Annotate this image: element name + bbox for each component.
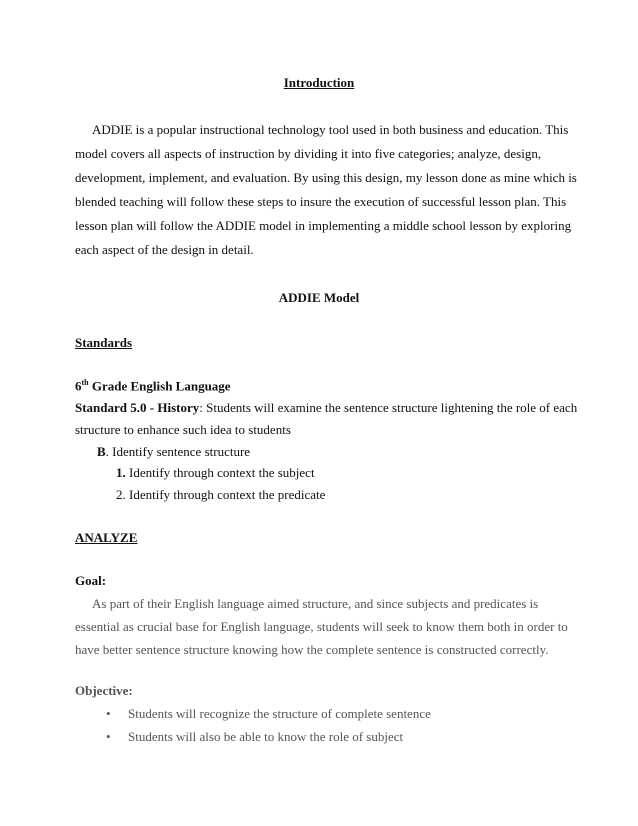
goal-line-3: have better sentence structure knowing how the complete sentence is constructed correctly. xyxy=(75,642,549,657)
goal-label: Goal: xyxy=(75,573,107,588)
intro-line-4: blended teaching will follow these steps to insure the execution of successful lesson plan. This xyxy=(75,194,567,209)
bullet-icon: • xyxy=(106,729,111,744)
sub-b-label: B xyxy=(97,444,106,459)
goal-line-2: essential as crucial base for English language, students will seek to know them both in order to xyxy=(75,619,568,634)
standard-line-2: structure to enhance such idea to students xyxy=(75,422,291,437)
goal-line-1: As part of their English language aimed structure, and since subjects and predicates is xyxy=(92,596,539,611)
bullet-icon: • xyxy=(106,706,111,721)
intro-line-5: lesson plan will follow the ADDIE model in implementing a middle school lesson by exploring xyxy=(75,218,572,233)
intro-title: Introduction xyxy=(283,75,355,90)
sub-b-line xyxy=(97,444,250,460)
item-1-line xyxy=(116,465,315,481)
intro-line-3: development, implement, and evaluation. By using this design, my lesson done as mine which is xyxy=(75,170,577,185)
standard-line xyxy=(75,400,577,416)
grade-number: 6 xyxy=(75,378,82,394)
objective-label: Objective: xyxy=(75,683,133,698)
grade-rest: Grade English Language xyxy=(88,378,231,394)
intro-line-1: ADDIE is a popular instructional technology tool used in both business and education. This xyxy=(92,122,569,137)
item-1-text: Identify through context the subject xyxy=(125,465,315,480)
analyze-heading: ANALYZE xyxy=(75,530,138,545)
standard-text: : Students will examine the sentence structure lightening the role of each xyxy=(199,400,578,415)
intro-line-6: each aspect of the design in detail. xyxy=(75,242,254,257)
model-title: ADDIE Model xyxy=(278,290,360,305)
standard-label: Standard 5.0 - History xyxy=(75,400,200,415)
objective-item-2: Students will also be able to know the role of subject xyxy=(128,729,404,744)
objective-item-1: Students will recognize the structure of complete sentence xyxy=(128,706,431,721)
grade-suffix: th xyxy=(81,378,89,387)
intro-line-2: model covers all aspects of instruction by dividing it into five categories; analyze, design, xyxy=(75,146,542,161)
grade-line xyxy=(75,378,231,394)
item-2-line: 2. Identify through context the predicate xyxy=(116,487,326,502)
standards-heading: Standards xyxy=(75,335,133,350)
item-1-label: 1. xyxy=(116,465,126,480)
sub-b-text: . Identify sentence structure xyxy=(105,444,251,459)
